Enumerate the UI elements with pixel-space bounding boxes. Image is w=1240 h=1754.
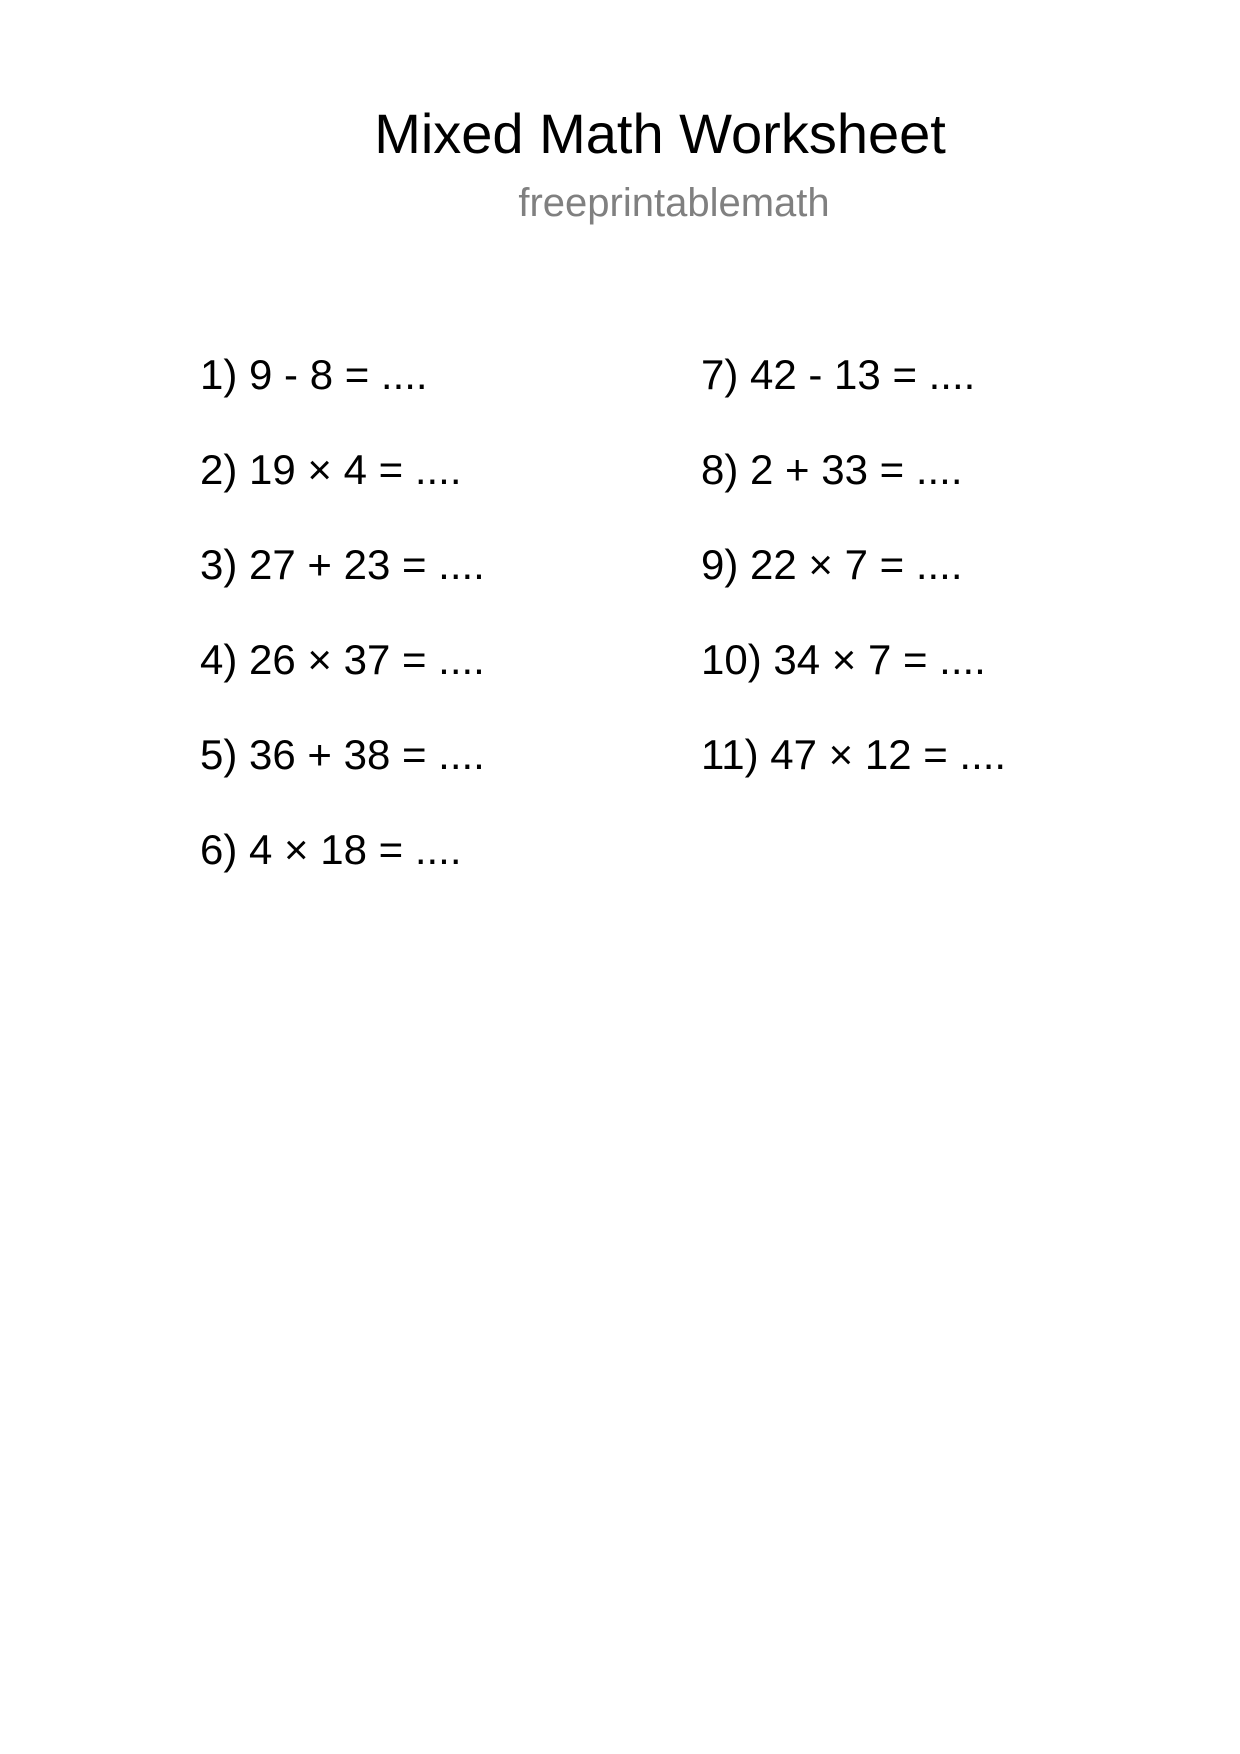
problem-column-left	[200, 351, 485, 921]
problem-item: 2) 19 × 4 = ....	[200, 446, 462, 493]
problem-item: 3) 27 + 23 = ....	[200, 541, 485, 588]
problem-item: 9) 22 × 7 = ....	[701, 541, 963, 588]
problem-item: 10) 34 × 7 = ....	[701, 636, 986, 683]
worksheet-source: freeprintablemath	[518, 181, 830, 225]
problem-item: 4) 26 × 37 = ....	[200, 636, 485, 683]
problem-item: 5) 36 + 38 = ....	[200, 731, 485, 778]
problem-item: 1) 9 - 8 = ....	[200, 351, 428, 398]
problem-column-right	[701, 351, 1006, 826]
worksheet-title: Mixed Math Worksheet	[374, 102, 946, 165]
problem-item: 7) 42 - 13 = ....	[701, 351, 976, 398]
problem-item: 11) 47 × 12 = ....	[701, 731, 1007, 778]
problem-item: 6) 4 × 18 = ....	[200, 826, 462, 873]
problem-item: 8) 2 + 33 = ....	[701, 446, 963, 493]
